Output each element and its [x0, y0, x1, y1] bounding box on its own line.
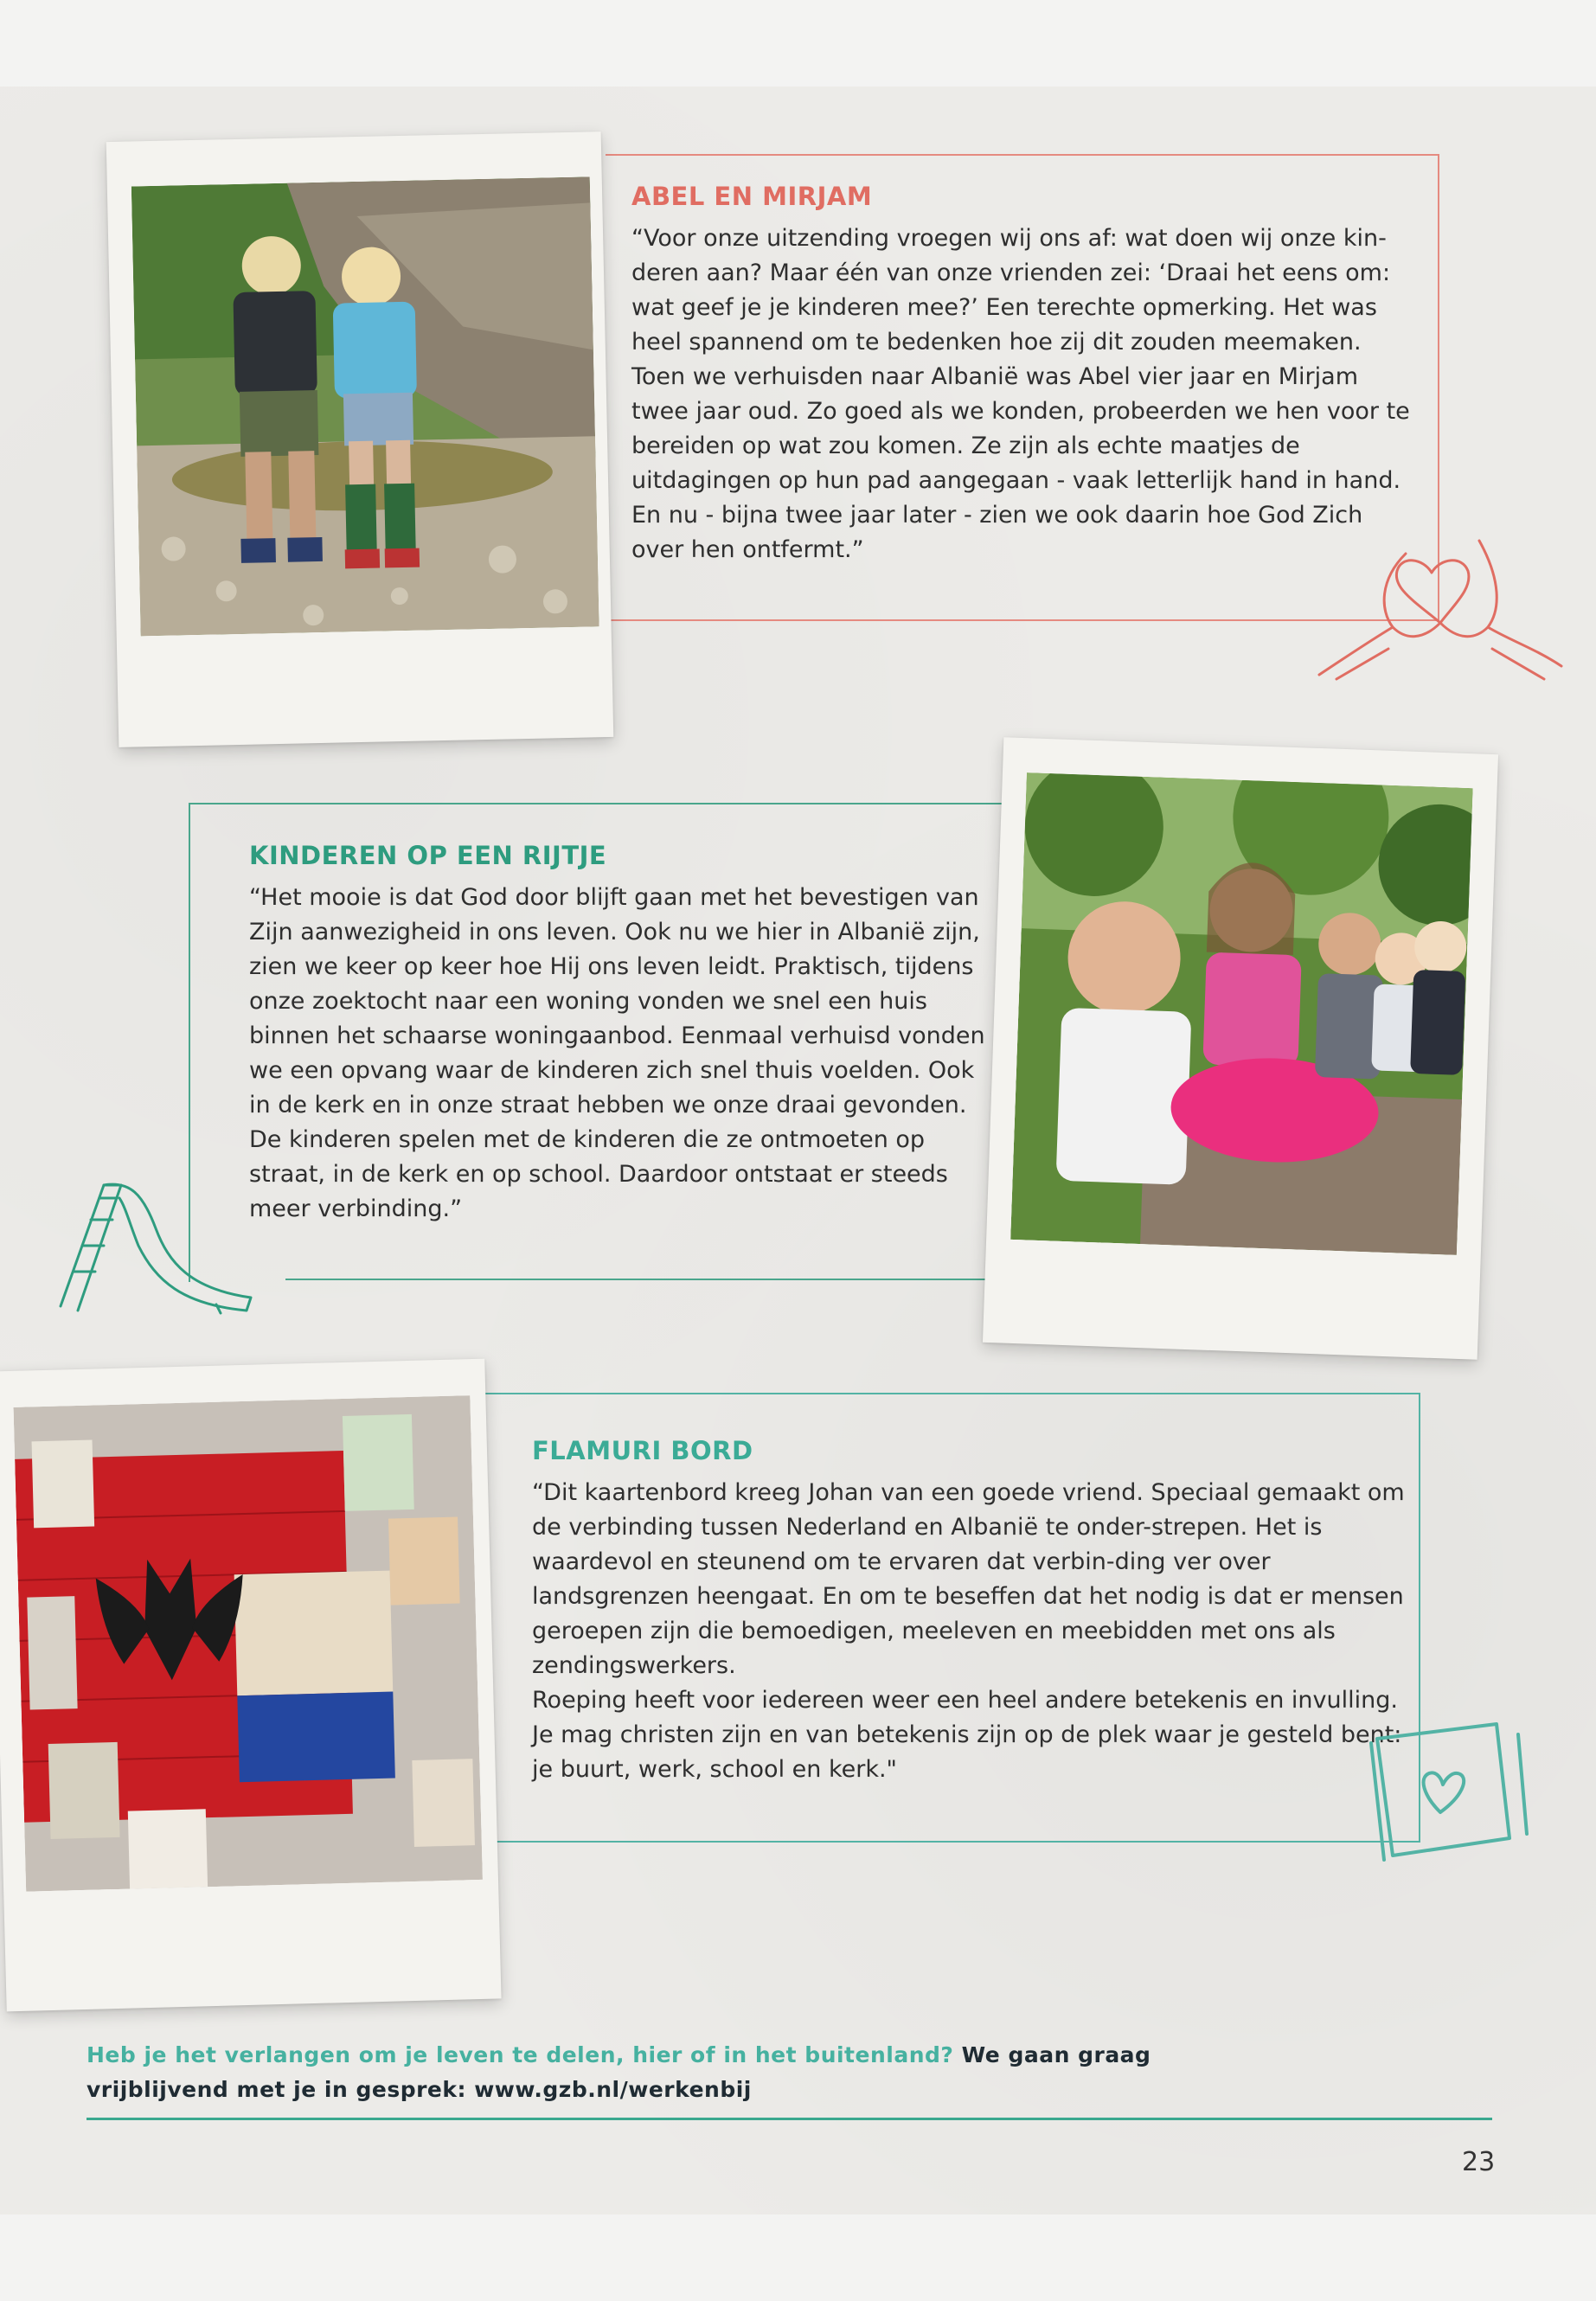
- story-title: ABEL EN MIRJAM: [631, 182, 873, 211]
- story-text-2: Roeping heeft voor iedereen weer een heel andere betekenis en invulling. Je mag christen zijn en van betekenis zijn op de plek waar je gesteld bent: je buurt, werk, school en kerk.": [532, 1687, 1402, 1783]
- photo-flag-board: [14, 1395, 483, 1892]
- story-title: FLAMURI BORD: [532, 1436, 753, 1465]
- heart-card-icon: [1367, 1717, 1531, 1868]
- photo-children-walking: [131, 176, 599, 636]
- story-kinderen-op-een-rijtje: [249, 841, 993, 1227]
- photo-polaroid-1: [106, 131, 614, 747]
- story-flamuri-bord: [532, 1436, 1406, 1787]
- story-frame-2-bottom: [285, 1279, 1021, 1280]
- slide-icon: [52, 1159, 260, 1315]
- footer-call-to-action: [87, 2038, 1280, 2107]
- footer-rest[interactable]: We gaan graag vrijblijvend met je in gesprek: www.gzb.nl/werkenbij: [87, 2042, 1151, 2102]
- photo-polaroid-2: [983, 737, 1498, 1360]
- story-title: KINDEREN OP EEN RIJTJE: [249, 841, 607, 870]
- heart-hands-icon: [1311, 519, 1570, 692]
- photo-children-on-wall: [1010, 772, 1473, 1255]
- story-text: “Dit kaartenbord kreeg Johan van een goede vriend. Speciaal gemaakt om de verbinding tussen Nederland en Albanië te onder-strepen. Het is waardevol en steunend om te ervaren dat verbin-ding ver over landsgrenzen heengaat. En om te beseffen dat het nodig is dat er mensen geroepen zijn die bemoedigen, meeleven en meebidden met ons als zendingswerkers.: [532, 1479, 1405, 1679]
- page-number: 23: [1462, 2147, 1496, 2177]
- story-text: “Het mooie is dat God door blijft gaan met het bevestigen van Zijn aanwezigheid in ons leven. Ook nu we hier in Albanië zijn, zien we keer op keer hoe Hij ons leven leidt. Praktisch, tijdens onze zoektocht naar een woning vonden we snel een huis binnen het schaarse woningaanbod. Eenmaal verhuisd vonden we een opvang waar de kinderen zich snel thuis voelden. Ook in de kerk en in onze straat hebben we onze draai gevonden. De kinderen spelen met de kinderen die ze ontmoeten op straat, in de kerk en op school. Daardoor ontstaat er steeds meer verbinding.”: [249, 884, 985, 1222]
- footer-lead: Heb je het verlangen om je leven te delen, hier of in het buitenland?: [87, 2042, 954, 2067]
- story-text: “Voor onze uitzending vroegen wij ons af: wat doen wij onze kin-deren aan? Maar één van onze vrienden zei: ‘Draai het eens om: wat geef je je kinderen mee?’ Een terechte opmerking. Het was heel spannend om te bedenken hoe zij dit zouden meemaken. Toen we verhuisden naar Albanië was Abel vier jaar en Mirjam twee jaar oud. Zo goed als we konden, probeerden we hen voor te bereiden op wat zou komen. Ze zijn als echte maatjes de uitdagingen op hun pad aangegaan - vaak letterlijk hand in hand. En nu - bijna twee jaar later - zien we ook daarin hoe God Zich over hen ontfermt.”: [631, 225, 1410, 563]
- story-abel-en-mirjam: [631, 182, 1410, 567]
- footer-divider: [87, 2118, 1492, 2120]
- photo-polaroid-3: [0, 1359, 502, 2012]
